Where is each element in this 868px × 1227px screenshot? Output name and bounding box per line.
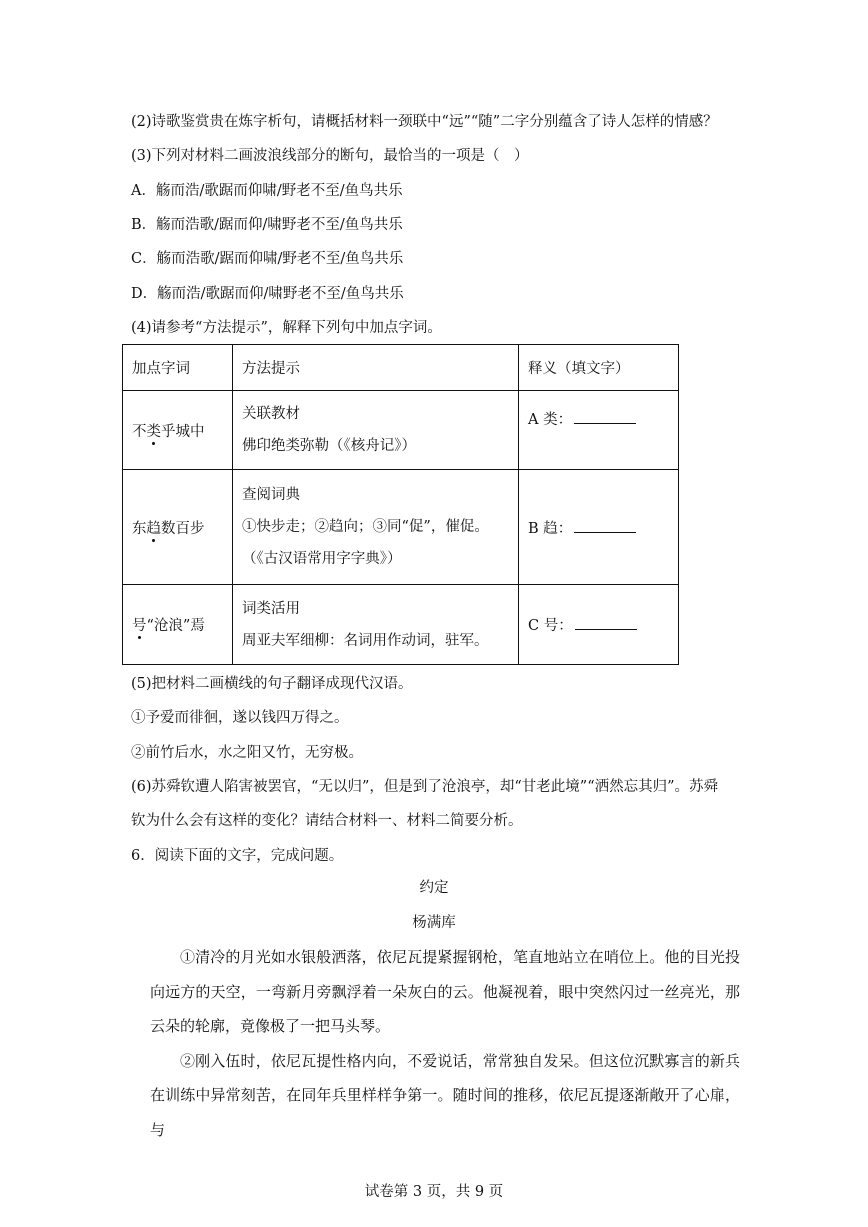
hint-cell <box>233 470 519 585</box>
word-cell: 号“沧浪”焉 <box>123 585 233 665</box>
option-d: D．觞而浩/歌踞而仰/啸野老不至/鱼鸟共乐 <box>131 286 404 302</box>
hint-title: 关联教材 <box>242 406 300 422</box>
hint-line: （《古汉语常用字字典》） <box>242 551 402 567</box>
table-header-row <box>123 345 679 391</box>
dotted-char: 趋 <box>146 520 161 537</box>
passage-paragraph: ②刚入伍时，依尼瓦提性格内向，不爱说话，常常独自发呆。但这位沉默寡言的新兵在训练中异常刻苦，在同年兵里样样争第一。随时间的推移，依尼瓦提逐渐敞开了心扉，与 <box>150 1051 740 1139</box>
option-b: B．觞而浩歌/踞而仰/啸野老不至/鱼鸟共乐 <box>131 217 403 233</box>
table-row <box>123 391 679 470</box>
word-cell: 东趋数百步 <box>123 470 233 585</box>
hint-line: 周亚夫军细柳：名词用作动词，驻军。 <box>242 632 489 649</box>
hint-line: 佛印绝类弥勒（《核舟记》） <box>242 438 416 454</box>
reading-intro: 6．阅读下面的文字，完成问题。 <box>131 848 344 864</box>
passage-body <box>150 940 740 1147</box>
passage-title: 约定 <box>419 880 449 896</box>
hint-cell <box>233 391 519 470</box>
answer-cell: C 号： <box>519 585 679 665</box>
table-row <box>123 470 679 585</box>
hint-title: 词类活用 <box>242 600 300 617</box>
answer-blank[interactable] <box>574 410 636 424</box>
table-row <box>123 585 679 665</box>
option-c: C．觞而浩歌/踞而仰啸/野老不至/鱼鸟共乐 <box>131 251 404 267</box>
table-header: 方法提示 <box>233 345 519 391</box>
word-cell: 不类乎城中 <box>123 391 233 470</box>
passage-author: 杨满库 <box>412 915 456 931</box>
answer-blank[interactable] <box>575 616 637 630</box>
option-a: A．觞而浩/歌踞而仰啸/野老不至/鱼鸟共乐 <box>131 183 403 199</box>
question-4: (4)请参考“方法提示”，解释下列句中加点字词。 <box>131 320 442 336</box>
hint-title: 查阅词典 <box>242 487 300 503</box>
question-6-line: (6)苏舜钦遭人陷害被罢官，“无以归”，但是到了沧浪亭，却“甘老此境”“洒然忘其归”。苏舜 <box>131 779 719 795</box>
question-5-item: ②前竹后水，水之阳又竹，无穷极。 <box>131 745 363 761</box>
hint-line: ①快步走；②趋向；③同“促”，催促。 <box>242 519 489 535</box>
passage-paragraph: ①清冷的月光如水银般洒落，依尼瓦提紧握钢枪，笔直地站立在哨位上。他的目光投向远方的天空，一弯新月旁飘浮着一朵灰白的云。他凝视着，眼中突然闪过一丝亮光，那云朵的轮廓，竟像极了一把马头琴。 <box>150 948 740 1035</box>
answer-blank[interactable] <box>574 519 636 533</box>
table-header: 加点字词 <box>123 345 233 391</box>
page-footer: 试卷第 3 页，共 9 页 <box>364 1184 504 1200</box>
vocab-table <box>122 344 679 665</box>
question-5: (5)把材料二画横线的句子翻译成现代汉语。 <box>131 676 413 692</box>
question-3: (3)下列对材料二画波浪线部分的断句，最恰当的一项是（ ） <box>131 148 529 164</box>
table-header: 释义（填文字） <box>519 345 679 391</box>
answer-cell: B 趋： <box>519 470 679 585</box>
question-5-item: ①予爱而徘徊，遂以钱四万得之。 <box>131 710 349 726</box>
question-6-line: 钦为什么会有这样的变化？请结合材料一、材料二简要分析。 <box>131 813 523 829</box>
answer-cell: A 类： <box>519 391 679 470</box>
question-2: (2)诗歌鉴赏贵在炼字析句，请概括材料一颈联中“远”“随”二字分别蕴含了诗人怎样的情感？ <box>131 114 718 130</box>
hint-cell <box>233 585 519 665</box>
dotted-char: 号 <box>132 618 147 634</box>
dotted-char: 类 <box>146 423 161 440</box>
